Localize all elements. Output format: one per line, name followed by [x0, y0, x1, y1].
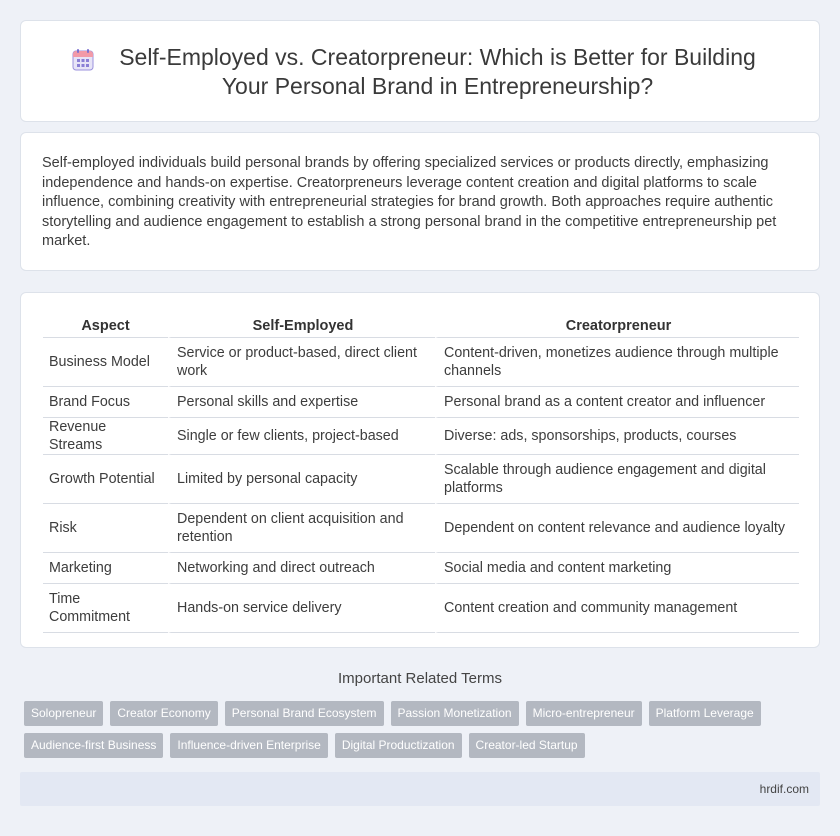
row-creatorpreneur: Diverse: ads, sponsorships, products, courses — [435, 418, 799, 455]
row-creatorpreneur: Social media and content marketing — [435, 553, 799, 584]
table-row — [43, 338, 799, 387]
row-aspect: Marketing — [43, 553, 168, 584]
tag-passion-monetization[interactable]: Passion Monetization — [391, 701, 519, 726]
tag-platform-leverage[interactable]: Platform Leverage — [649, 701, 761, 726]
tag-digital-productization[interactable]: Digital Productization — [335, 733, 462, 758]
tag-influence-driven-enterprise[interactable]: Influence-driven Enterprise — [170, 733, 327, 758]
tag-personal-brand-ecosystem[interactable]: Personal Brand Ecosystem — [225, 701, 384, 726]
table-row — [43, 504, 799, 553]
header-self-employed: Self-Employed — [168, 313, 435, 338]
table-header-row — [43, 313, 799, 338]
row-aspect: Business Model — [43, 338, 168, 387]
row-aspect: Time Commitment — [43, 584, 168, 633]
page-title: Self-Employed vs. Creatorpreneur: Which is Better for Building Your Personal Brand in Entrepreneurship? — [119, 44, 756, 99]
header-creatorpreneur: Creatorpreneur — [435, 313, 799, 338]
tag-row — [24, 733, 804, 758]
tag-solopreneur[interactable]: Solopreneur — [24, 701, 103, 726]
header-aspect: Aspect — [43, 313, 168, 338]
row-creatorpreneur: Content creation and community management — [435, 584, 799, 633]
row-aspect: Revenue Streams — [43, 418, 168, 455]
row-self-employed: Single or few clients, project-based — [168, 418, 435, 455]
table-row — [43, 455, 799, 504]
row-self-employed: Hands-on service delivery — [168, 584, 435, 633]
intro-card — [20, 132, 820, 271]
comparison-card — [20, 292, 820, 648]
tag-creator-led-startup[interactable]: Creator-led Startup — [469, 733, 585, 758]
row-aspect: Brand Focus — [43, 387, 168, 418]
row-creatorpreneur: Scalable through audience engagement and digital platforms — [435, 455, 799, 504]
table-row — [43, 387, 799, 418]
table-row — [43, 418, 799, 455]
footer — [20, 772, 820, 806]
title-card — [20, 20, 820, 122]
tag-micro-entrepreneur[interactable]: Micro-entrepreneur — [526, 701, 642, 726]
row-creatorpreneur: Content-driven, monetizes audience through multiple channels — [435, 338, 799, 387]
comparison-table — [43, 313, 799, 633]
tag-row — [24, 701, 804, 726]
table-row — [43, 553, 799, 584]
row-self-employed: Personal skills and expertise — [168, 387, 435, 418]
intro-paragraph: Self-employed individuals build personal brands by offering specialized services or products directly, emphasizing independence and hands-on expertise. Creatorpreneurs leverage content creation and digital platforms to scale influence, combining creativity with entrepreneurial strategies for brand growth. Both approaches require authentic storytelling and audience engagement to establish a strong personal brand in the competitive entrepreneurship pet market. — [42, 155, 777, 250]
footer-site[interactable]: hrdif.com — [759, 782, 809, 796]
tag-creator-economy[interactable]: Creator Economy — [110, 701, 217, 726]
row-self-employed: Networking and direct outreach — [168, 553, 435, 584]
table-row — [43, 584, 799, 633]
row-aspect: Growth Potential — [43, 455, 168, 504]
related-terms-tags — [24, 701, 804, 765]
row-aspect: Risk — [43, 504, 168, 553]
related-terms-title: Important Related Terms — [338, 670, 502, 687]
row-creatorpreneur: Personal brand as a content creator and influencer — [435, 387, 799, 418]
row-self-employed: Limited by personal capacity — [168, 455, 435, 504]
row-self-employed: Service or product-based, direct client work — [168, 338, 435, 387]
row-creatorpreneur: Dependent on content relevance and audience loyalty — [435, 504, 799, 553]
row-self-employed: Dependent on client acquisition and retention — [168, 504, 435, 553]
tag-audience-first-business[interactable]: Audience-first Business — [24, 733, 163, 758]
